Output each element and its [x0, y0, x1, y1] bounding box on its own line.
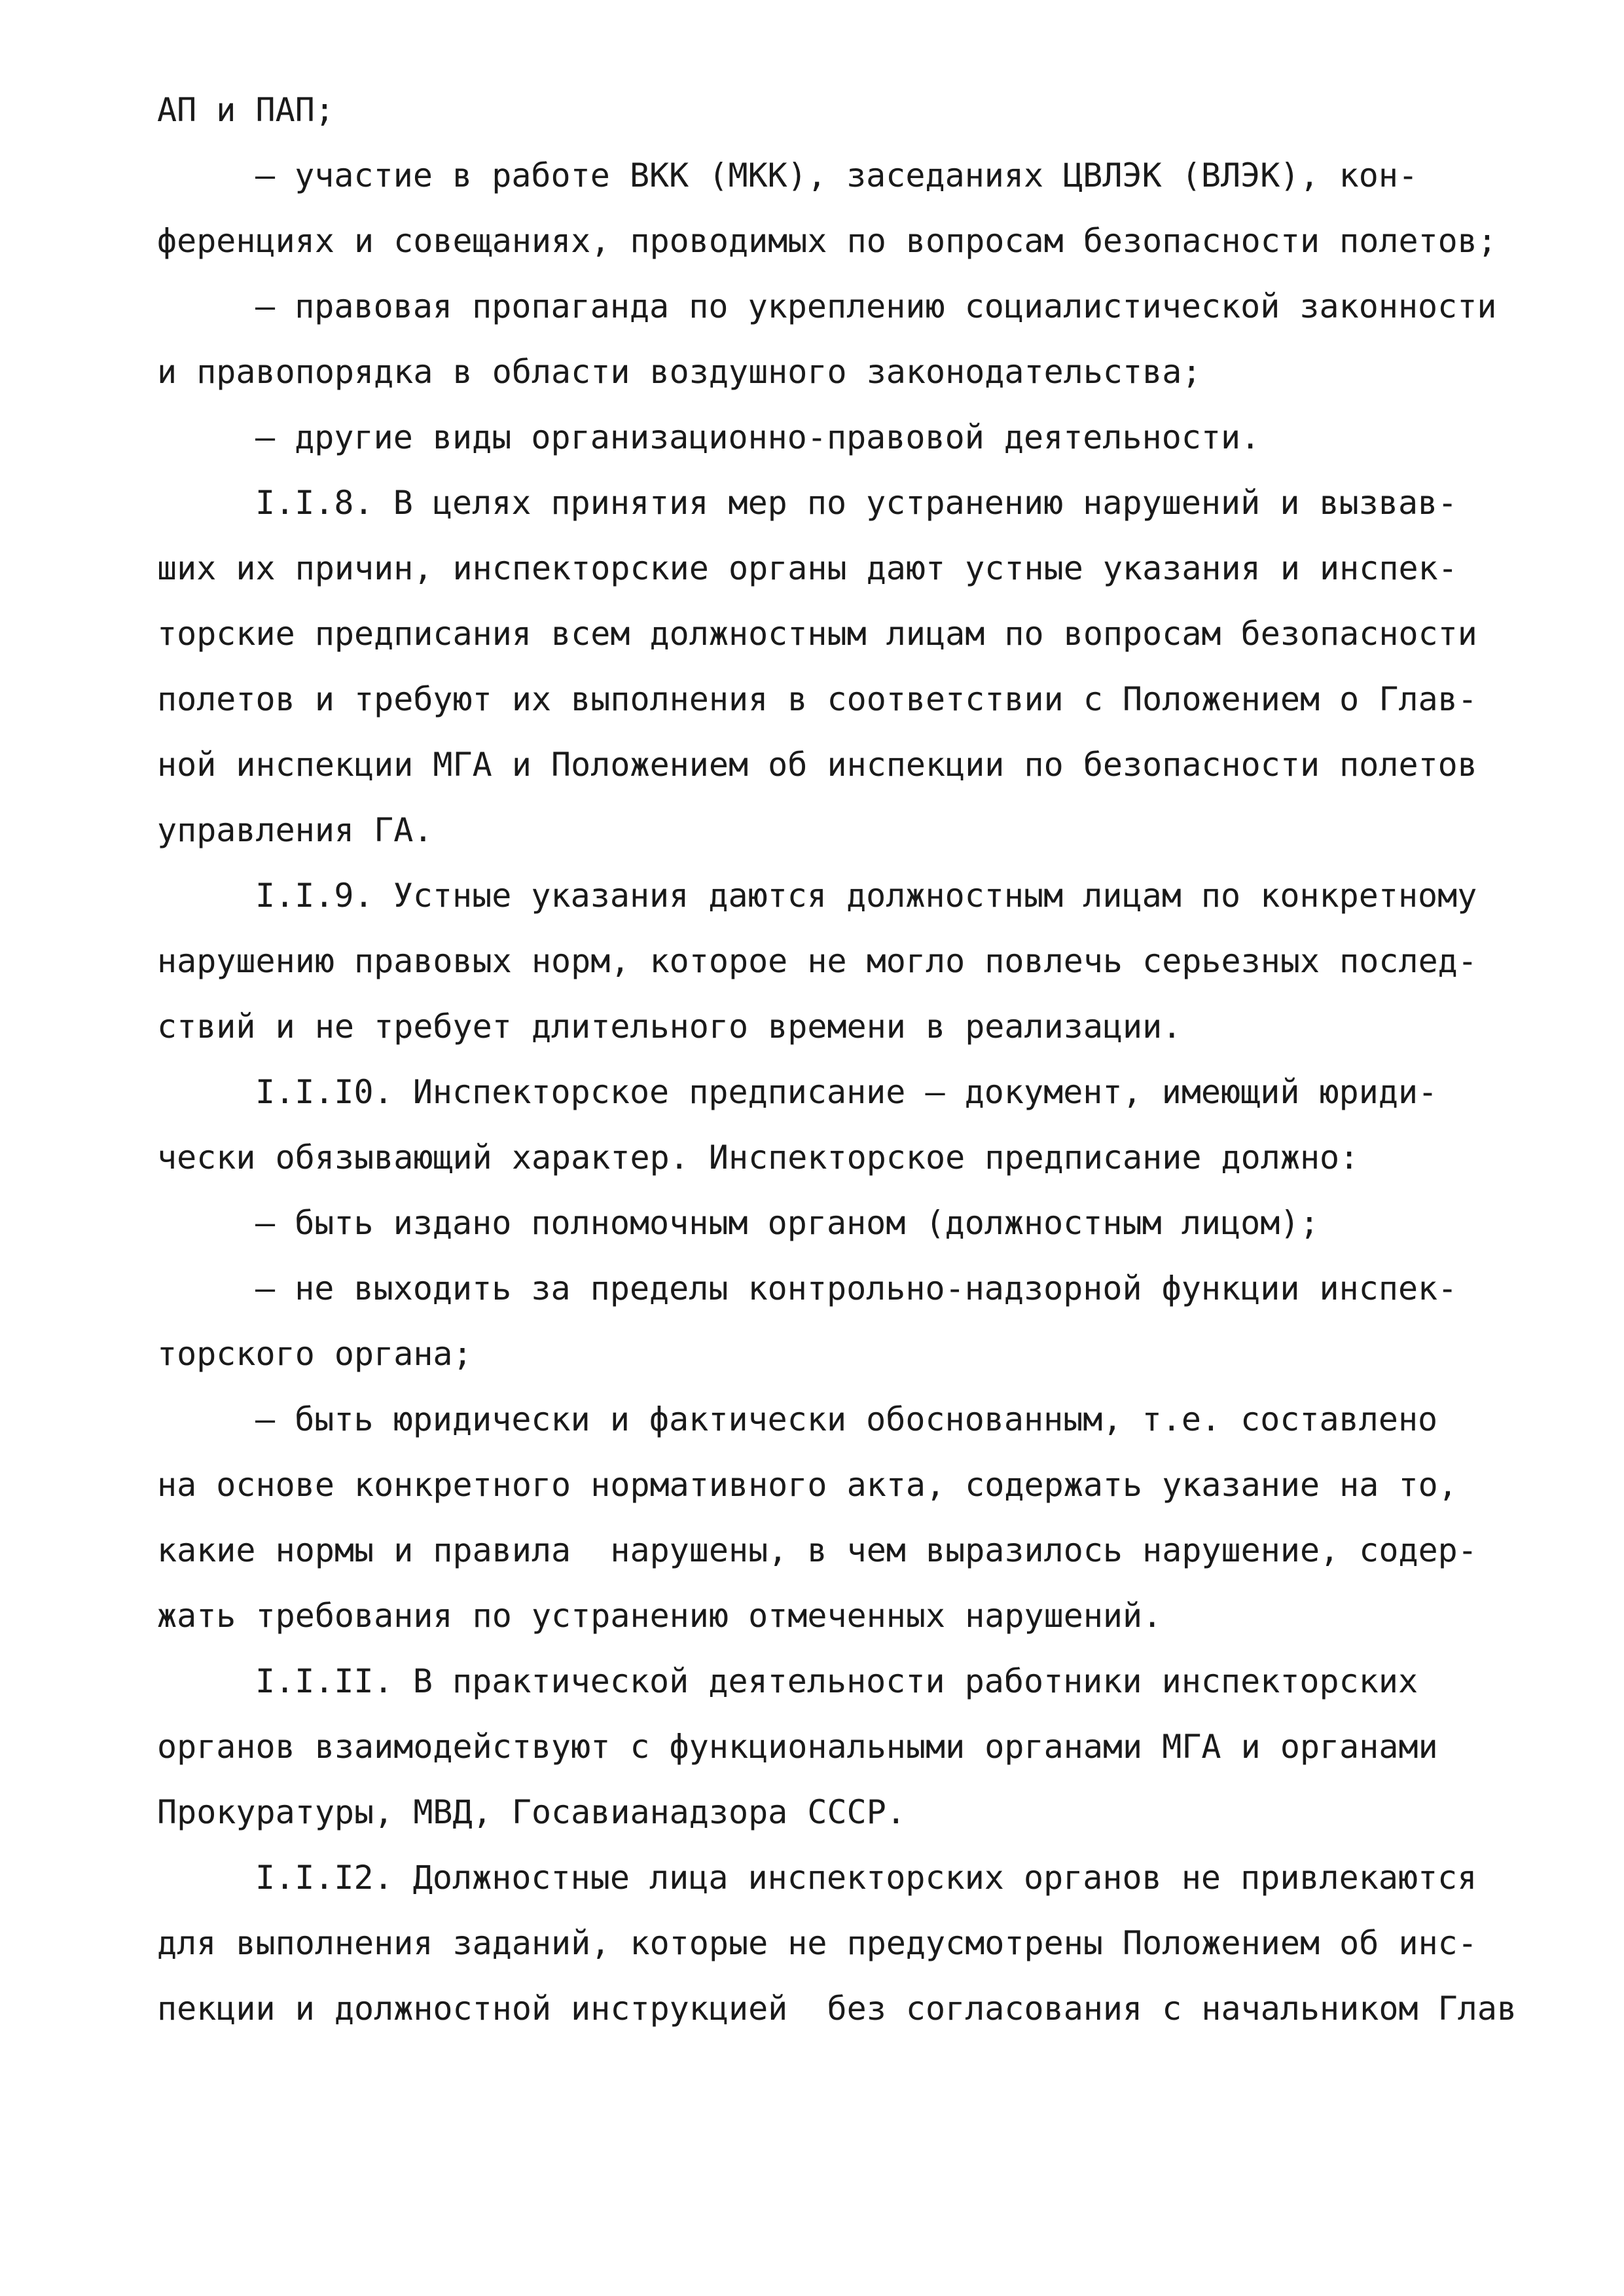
text-line: жать требования по устранению отмеченных нарушений.: [157, 1597, 1163, 1635]
text-line: чески обязывающий характер. Инспекторское предписание должно:: [157, 1139, 1360, 1176]
text-line: I.I.9. Устные указания даются должностным лицам по конкретному: [255, 877, 1477, 915]
text-line: АП и ПАП;: [157, 91, 334, 129]
text-line: на основе конкретного нормативного акта, содержать указание на то,: [157, 1466, 1458, 1504]
text-line: – не выходить за пределы контрольно-надзорной функции инспек-: [255, 1269, 1458, 1307]
text-line: полетов и требуют их выполнения в соответствии с Положением о Глав-: [157, 680, 1477, 718]
text-line: торские предписания всем должностным лицам по вопросам безопасности: [157, 615, 1477, 653]
text-line: ной инспекции МГА и Положением об инспекции по безопасности полетов: [157, 746, 1477, 784]
text-line: управления ГА.: [157, 811, 433, 849]
text-line: – быть издано полномочным органом (должностным лицом);: [255, 1204, 1320, 1242]
text-line: нарушению правовых норм, которое не могло повлечь серьезных послед-: [157, 942, 1477, 980]
text-line: ших их причин, инспекторские органы дают устные указания и инспек-: [157, 549, 1458, 587]
text-line: Прокуратуры, МВД, Госавианадзора СССР.: [157, 1793, 906, 1831]
text-line: органов взаимодействуют с функциональными органами МГА и органами: [157, 1728, 1438, 1766]
text-line: и правопорядка в области воздушного законодательства;: [157, 353, 1202, 391]
text-line: – участие в работе ВКК (МКК), заседаниях ЦВЛЭК (ВЛЭК), кон-: [255, 156, 1418, 194]
text-line: I.I.8. В целях принятия мер по устранению нарушений и вызвав-: [255, 484, 1458, 522]
text-line: I.I.I2. Должностные лица инспекторских органов не привлекаются: [255, 1859, 1477, 1897]
text-line: I.I.II. В практической деятельности работники инспекторских: [255, 1662, 1418, 1700]
text-line: ференциях и совещаниях, проводимых по вопросам безопасности полетов;: [157, 222, 1497, 260]
text-line: для выполнения заданий, которые не предусмотрены Положением об инс-: [157, 1924, 1477, 1962]
text-line: – быть юридически и фактически обоснованным, т.е. составлено: [255, 1400, 1438, 1438]
text-line: I.I.I0. Инспекторское предписание – документ, имеющий юриди-: [255, 1073, 1438, 1111]
text-line: торского органа;: [157, 1335, 473, 1373]
text-line: какие нормы и правила нарушены, в чем выразилось нарушение, содер-: [157, 1531, 1477, 1569]
text-line: – правовая пропаганда по укреплению социалистической законности: [255, 287, 1497, 325]
text-line: ствий и не требует длительного времени в реализации.: [157, 1008, 1182, 1046]
text-line: пекции и должностной инструкцией без согласования с начальником Глав: [157, 1990, 1517, 2028]
text-line: – другие виды организационно-правовой деятельности.: [255, 418, 1261, 456]
